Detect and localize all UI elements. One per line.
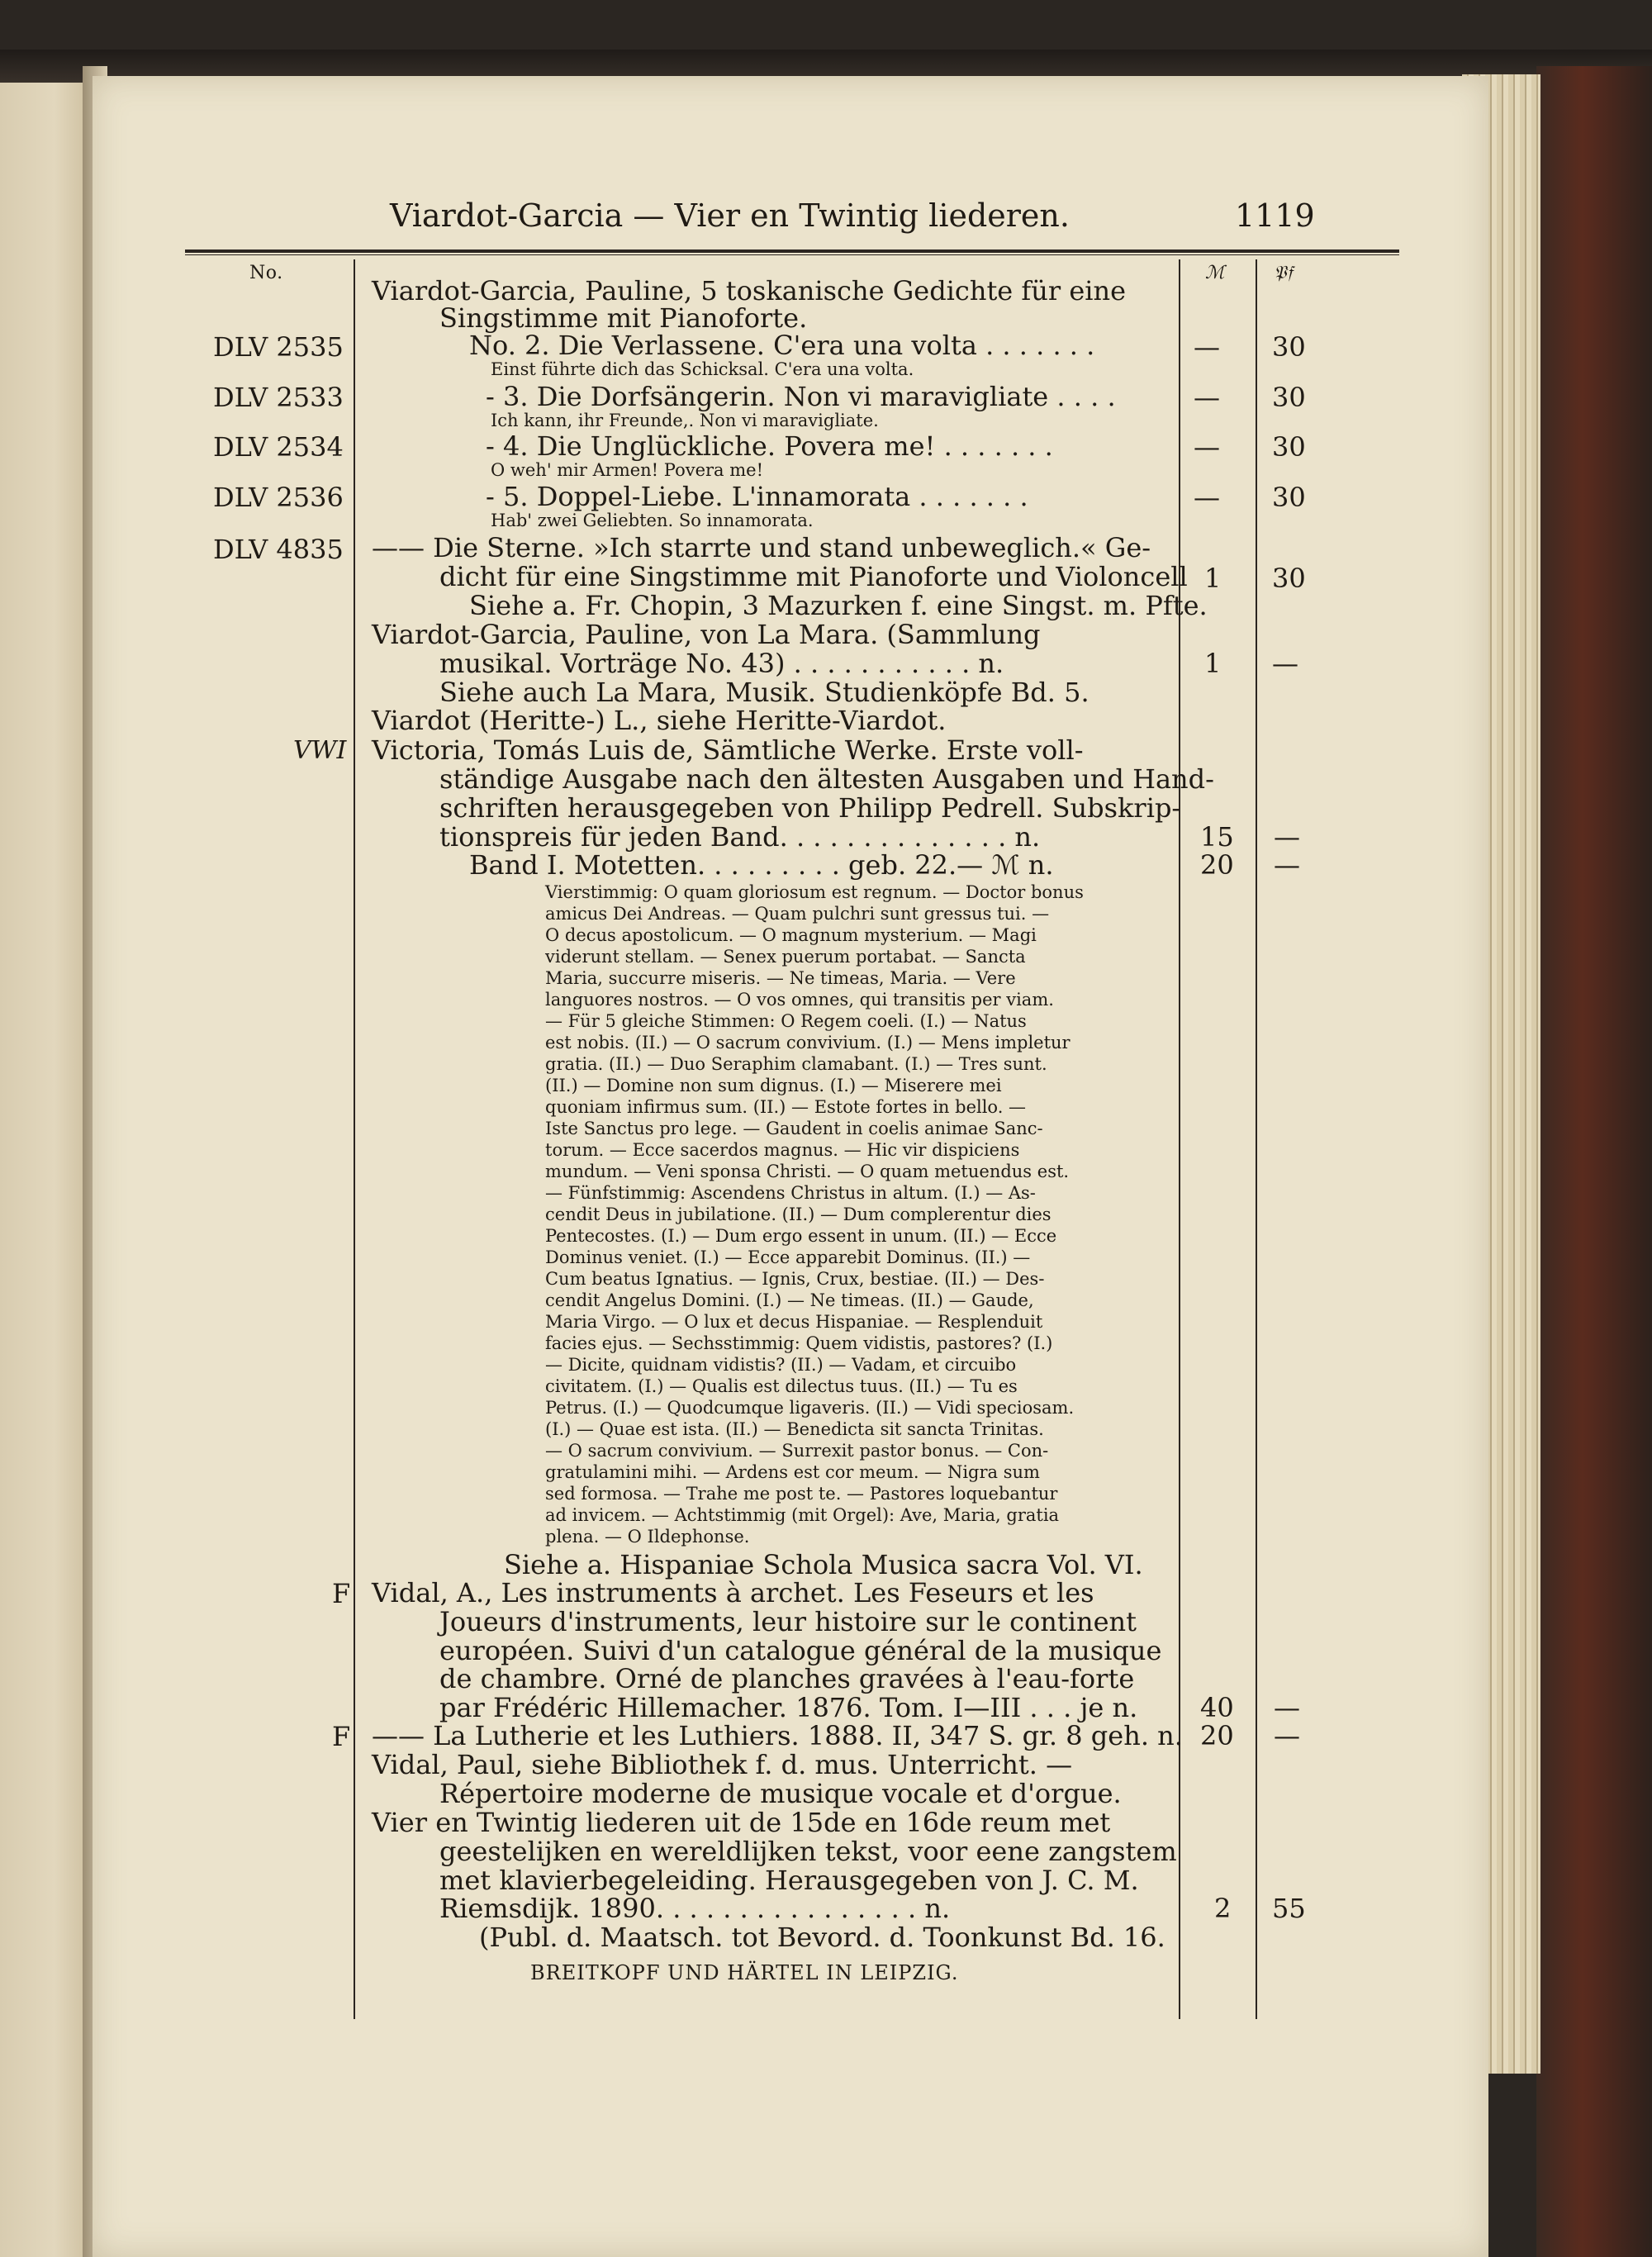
motet-line: Dominus veniet. (I.) — Ecce apparebit Dominus. (II.) — <box>545 1247 1031 1267</box>
motet-line: quoniam infirmus sum. (II.) — Estote fortes in bello. — <box>545 1097 1027 1117</box>
entry-heading-line: Viardot-Garcia, Pauline, 5 toskanische Gedichte für eine <box>372 275 1127 306</box>
price-mark: 20 <box>1200 1720 1234 1751</box>
motet-line: mundum. — Veni sponsa Christi. — O quam metuendus est. <box>545 1162 1070 1181</box>
entry-line: Band I. Motetten. . . . . . . . . geb. 22.— ℳ n. <box>469 849 1054 881</box>
price-mark: — <box>1194 431 1220 463</box>
motet-line: Maria Virgo. — O lux et decus Hispaniae. — Resplenduit <box>545 1312 1043 1332</box>
entry-line: de chambre. Orné de planches gravées à l'eau-forte <box>439 1663 1135 1694</box>
catalog-number: DLV 2536 <box>213 482 344 513</box>
entry-line: Répertoire moderne de musique vocale et d'orgue. <box>439 1778 1122 1809</box>
page-number: 1119 <box>1235 197 1315 234</box>
motet-line: amicus Dei Andreas. — Quam pulchri sunt gressus tui. — <box>545 904 1050 924</box>
catalog-number: DLV 2535 <box>213 331 344 363</box>
entry-line: Vier en Twintig liederen uit de 15de en 16de reum met <box>372 1807 1111 1838</box>
motet-line: gratia. (II.) — Duo Seraphim clamabant. (I.) — Tres sunt. <box>545 1054 1047 1074</box>
motet-line: viderunt stellam. — Senex puerum portabat. — Sancta <box>545 947 1026 967</box>
price-pf: — <box>1274 1692 1300 1723</box>
entry-line: —— La Lutherie et les Luthiers. 1888. II, 347 S. gr. 8 geh. n. <box>372 1720 1183 1751</box>
motet-line: — Für 5 gleiche Stimmen: O Regem coeli. (I.) — Natus <box>545 1011 1027 1031</box>
header-rule <box>185 249 1399 253</box>
left-page-edge <box>0 83 91 2257</box>
entry-subtitle: Einst führte dich das Schicksal. C'era una volta. <box>491 359 914 379</box>
entry-line: Joueurs d'instruments, leur histoire sur le continent <box>439 1606 1137 1637</box>
entry-line: - 5. Doppel-Liebe. L'innamorata . . . . . . . <box>486 481 1028 512</box>
entry-subtitle: O weh' mir Armen! Povera me! <box>491 460 764 480</box>
column-header-mark: ℳ <box>1205 263 1226 283</box>
entry-line: ständige Ausgabe nach den ältesten Ausgaben und Hand- <box>439 763 1214 795</box>
motet-line: Iste Sanctus pro lege. — Gaudent in coelis animae Sanc- <box>545 1119 1043 1138</box>
price-mark: 15 <box>1200 821 1234 853</box>
entry-line: No. 2. Die Verlassene. C'era una volta . . . . . . . <box>469 330 1095 361</box>
motet-line: Vierstimmig: O quam gloriosum est regnum. — Doctor bonus <box>545 882 1084 902</box>
motet-line: Petrus. (I.) — Quodcumque ligaveris. (II.) — Vidi speciosam. <box>545 1398 1075 1418</box>
price-mark: 1 <box>1204 648 1222 679</box>
price-pf: 55 <box>1272 1893 1306 1924</box>
book-cover <box>1536 66 1652 2257</box>
price-mark: 2 <box>1214 1893 1232 1924</box>
catalog-number: VWI <box>293 736 347 765</box>
motet-line: languores nostros. — O vos omnes, qui transitis per viam. <box>545 990 1054 1010</box>
motet-line: — Dicite, quidnam vidistis? (II.) — Vadam, et circuibo <box>545 1355 1017 1375</box>
motet-line: gratulamini mihi. — Ardens est cor meum. — Nigra sum <box>545 1462 1040 1482</box>
motet-line: O decus apostolicum. — O magnum mysterium. — Magi <box>545 925 1037 945</box>
motet-line: cendit Angelus Domini. (I.) — Ne timeas. (II.) — Gaude, <box>545 1290 1034 1310</box>
catalog-number: DLV 2534 <box>213 431 344 463</box>
entry-line: - 3. Die Dorfsängerin. Non vi maravigliate . . . . <box>486 381 1116 412</box>
price-pf: — <box>1274 821 1300 853</box>
motet-line: (II.) — Domine non sum dignus. (I.) — Miserere mei <box>545 1076 1002 1095</box>
motet-line: sed formosa. — Trahe me post te. — Pastores loquebantur <box>545 1484 1058 1504</box>
price-mark: — <box>1194 482 1220 513</box>
entry-line: européen. Suivi d'un catalogue général de la musique <box>439 1635 1162 1666</box>
price-mark: — <box>1194 331 1220 363</box>
price-pf: 30 <box>1272 331 1306 363</box>
price-mark: 20 <box>1200 849 1234 881</box>
motet-line: torum. — Ecce sacerdos magnus. — Hic vir dispiciens <box>545 1140 1020 1160</box>
catalog-number: F <box>332 1721 351 1752</box>
motet-line: cendit Deus in jubilatione. (II.) — Dum complerentur dies <box>545 1205 1051 1224</box>
page-title: Viardot-Garcia — Vier en Twintig liederen. <box>390 197 1070 234</box>
entry-line: Siehe a. Fr. Chopin, 3 Mazurken f. eine Singst. m. Pfte. <box>469 590 1208 621</box>
price-pf: 30 <box>1272 382 1306 413</box>
header-rule-thin <box>185 254 1399 255</box>
entry-line: Vidal, Paul, siehe Bibliothek f. d. mus. Unterricht. — <box>372 1749 1073 1780</box>
entry-line: dicht für eine Singstimme mit Pianoforte und Violoncell <box>439 561 1188 592</box>
motet-line: Cum beatus Ignatius. — Ignis, Crux, bestiae. (II.) — Des- <box>545 1269 1045 1289</box>
motet-line: — O sacrum convivium. — Surrexit pastor bonus. — Con- <box>545 1441 1049 1461</box>
catalog-number: DLV 2533 <box>213 382 344 413</box>
motet-line: civitatem. (I.) — Qualis est dilectus tuus. (II.) — Tu es <box>545 1376 1018 1396</box>
column-header-no: No. <box>249 263 283 283</box>
motet-line: Maria, succurre miseris. — Ne timeas, Maria. — Vere <box>545 968 1016 988</box>
entry-line: tionspreis für jeden Band. . . . . . . . . . . . . . n. <box>439 821 1041 853</box>
entry-subtitle: Ich kann, ihr Freunde,. Non vi maravigliate. <box>491 411 879 430</box>
entry-line: Siehe auch La Mara, Musik. Studienköpfe Bd. 5. <box>439 677 1089 708</box>
entry-line: geestelijken en wereldlijken tekst, voor eene zangstem <box>439 1836 1177 1867</box>
price-pf: 30 <box>1272 563 1306 594</box>
entry-line: - 4. Die Unglückliche. Povera me! . . . . . . . <box>486 430 1053 462</box>
catalog-number: DLV 4835 <box>213 534 344 565</box>
entry-line: par Frédéric Hillemacher. 1876. Tom. I—III . . . je n. <box>439 1692 1138 1723</box>
price-pf: 30 <box>1272 482 1306 513</box>
motet-line: ad invicem. — Achtstimmig (mit Orgel): Ave, Maria, gratia <box>545 1505 1060 1525</box>
price-pf: — <box>1274 849 1300 881</box>
entry-line: Viardot-Garcia, Pauline, von La Mara. (Sammlung <box>372 619 1041 650</box>
column-header-pf: 𝔓𝔣 <box>1274 263 1294 283</box>
price-pf: 30 <box>1272 431 1306 463</box>
entry-line: schriften herausgegeben von Philipp Pedrell. Subskrip- <box>439 792 1181 824</box>
motet-line: — Fünfstimmig: Ascendens Christus in altum. (I.) — As- <box>545 1183 1036 1203</box>
catalog-number: F <box>332 1578 351 1609</box>
column-rule-no <box>354 259 355 2019</box>
catalog-page <box>93 76 1488 2257</box>
entry-line: Viardot (Heritte-) L., siehe Heritte-Viardot. <box>372 705 947 736</box>
entry-line: met klavierbegeleiding. Herausgegeben von J. C. M. <box>439 1865 1139 1896</box>
price-pf: — <box>1274 1720 1300 1751</box>
entry-line: musikal. Vorträge No. 43) . . . . . . . . . . . n. <box>439 648 1004 679</box>
motet-line: facies ejus. — Sechsstimmig: Quem vidistis, pastores? (I.) <box>545 1333 1053 1353</box>
motet-line: est nobis. (II.) — O sacrum convivium. (I.) — Mens impletur <box>545 1033 1070 1052</box>
price-mark: 1 <box>1204 563 1222 594</box>
motet-line: Pentecostes. (I.) — Dum ergo essent in unum. (II.) — Ecce <box>545 1226 1057 1246</box>
column-rule-mark <box>1179 259 1180 2019</box>
entry-line: Singstimme mit Pianoforte. <box>439 302 808 334</box>
entry-subtitle: Hab' zwei Geliebten. So innamorata. <box>491 511 814 530</box>
price-pf: — <box>1272 648 1298 679</box>
price-mark: 40 <box>1200 1692 1234 1723</box>
motet-line: (I.) — Quae est ista. (II.) — Benedicta sit sancta Trinitas. <box>545 1419 1044 1439</box>
publisher-footer: BREITKOPF UND HÄRTEL IN LEIPZIG. <box>530 1961 959 1984</box>
entry-line: Siehe a. Hispaniae Schola Musica sacra Vol. VI. <box>504 1549 1143 1580</box>
motet-line: plena. — O Ildephonse. <box>545 1527 750 1547</box>
entry-line: (Publ. d. Maatsch. tot Bevord. d. Toonkunst Bd. 16. <box>479 1922 1165 1953</box>
entry-line: —— Die Sterne. »Ich starrte und stand unbeweglich.« Ge- <box>372 532 1151 563</box>
entry-line: Riemsdijk. 1890. . . . . . . . . . . . . . . . n. <box>439 1893 951 1924</box>
entry-line: Vidal, A., Les instruments à archet. Les Feseurs et les <box>372 1577 1094 1608</box>
price-mark: — <box>1194 382 1220 413</box>
entry-line: Victoria, Tomás Luis de, Sämtliche Werke. Erste voll- <box>372 734 1084 766</box>
column-rule-pf <box>1256 259 1257 2019</box>
